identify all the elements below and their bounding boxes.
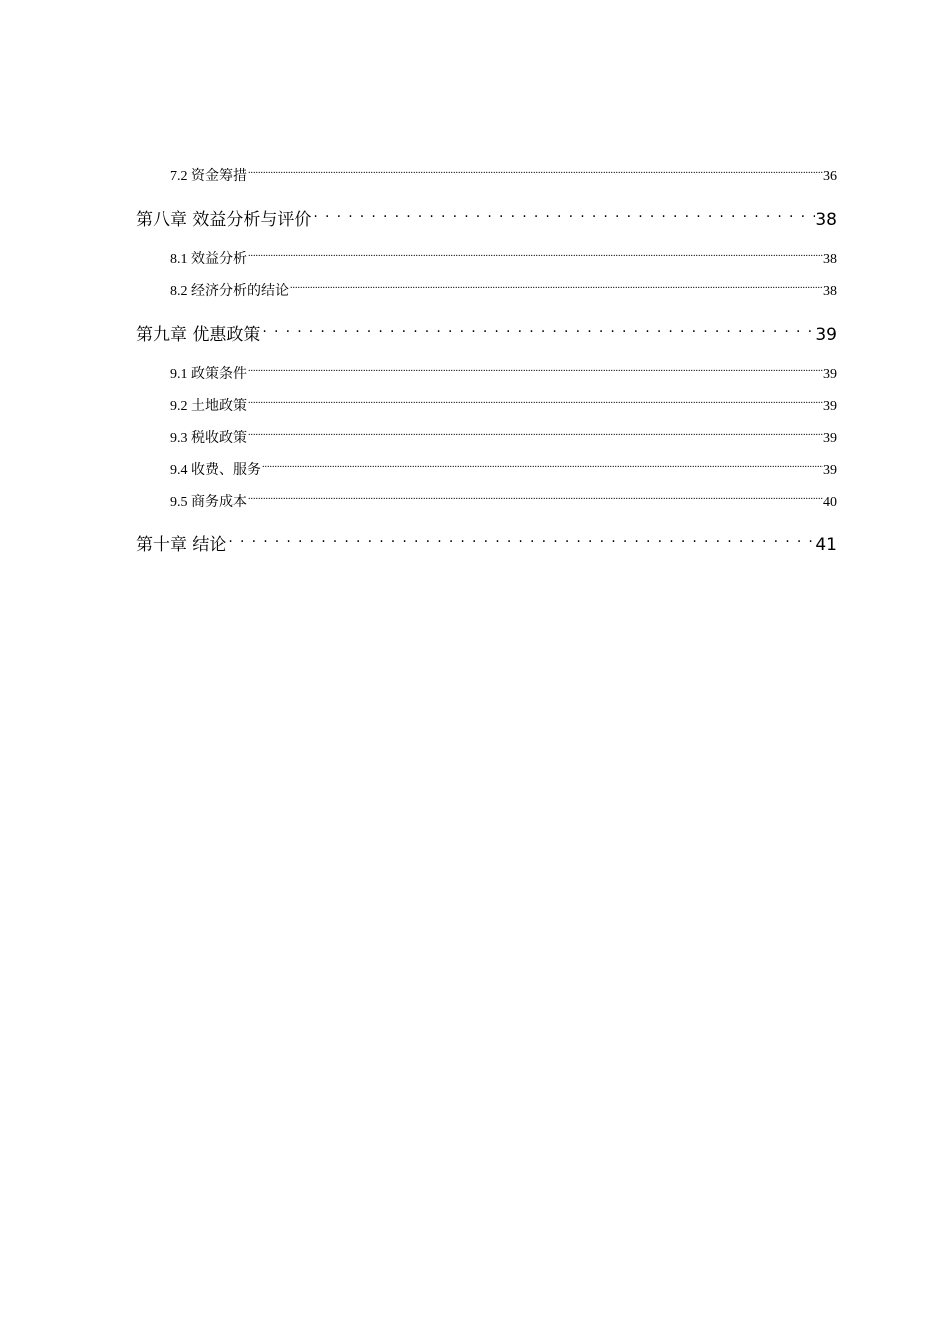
toc-entry-label: 9.4 收费、服务 [170,463,261,478]
dot-leader [289,275,823,295]
toc-chapter-label: 第十章 结论 [136,535,227,555]
toc-entry-page: 39 [823,431,837,446]
toc-entry-page: 39 [823,463,837,478]
toc-entry-9-2[interactable] [170,390,837,414]
dot-leader [260,314,815,340]
dot-leader [226,524,815,550]
toc-entry-label: 7.2 资金筹措 [170,169,247,184]
toc-entry-page: 39 [823,367,837,382]
toc-entry-8-2[interactable] [170,275,837,299]
toc-chapter-label: 第八章 效益分析与评价 [136,210,312,230]
toc-entry-9-4[interactable] [170,454,837,478]
dot-leader [311,199,815,225]
dot-leader [261,454,823,474]
toc-chapter-page: 39 [815,325,837,345]
toc-entry-9-3[interactable] [170,422,837,446]
dot-leader [247,243,823,263]
toc-entry-7-2[interactable] [170,160,837,184]
toc-chapter-page: 38 [815,210,837,230]
toc-entry-page: 39 [823,399,837,414]
toc-entry-page: 38 [823,252,837,267]
dot-leader [247,422,823,442]
toc-entry-label: 9.5 商务成本 [170,495,247,510]
toc-entry-9-1[interactable] [170,358,837,382]
toc-chapter-label: 第九章 优惠政策 [136,325,261,345]
toc-entry-page: 38 [823,284,837,299]
toc-chapter-8[interactable] [136,199,837,230]
toc-entry-page: 40 [823,495,837,510]
toc-chapter-page: 41 [815,535,837,555]
toc-entry-9-5[interactable] [170,486,837,510]
toc-entry-8-1[interactable] [170,243,837,267]
dot-leader [247,160,823,180]
toc-entry-label: 9.2 土地政策 [170,399,247,414]
toc-entry-label: 8.2 经济分析的结论 [170,284,289,299]
dot-leader [247,486,823,506]
toc-entry-label: 9.3 税收政策 [170,431,247,446]
dot-leader [247,358,823,378]
toc-entry-label: 8.1 效益分析 [170,252,247,267]
dot-leader [247,390,823,410]
toc-entry-page: 36 [823,169,837,184]
toc-chapter-10[interactable] [136,524,837,555]
toc-chapter-9[interactable] [136,314,837,345]
toc-entry-label: 9.1 政策条件 [170,367,247,382]
